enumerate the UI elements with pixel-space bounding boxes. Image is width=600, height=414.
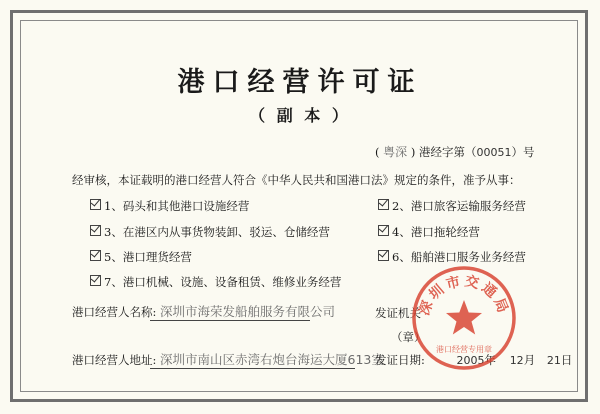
item-3-label: 3、在港区内从事货物装卸、驳运、仓储经营 bbox=[104, 225, 330, 239]
issue-year-unit: 年 bbox=[484, 353, 497, 367]
item-7-label: 7、港口机械、设施、设备租赁、维修业务经营 bbox=[104, 275, 342, 289]
paren-open: ( bbox=[375, 145, 380, 159]
item-2-label: 2、港口旅客运输服务经营 bbox=[392, 199, 526, 213]
official-seal bbox=[408, 262, 520, 374]
issue-month-unit: 月 bbox=[523, 353, 536, 367]
item-4-label: 4、港口拖轮经营 bbox=[392, 225, 480, 239]
document-title: 港口经营许可证 bbox=[177, 67, 423, 98]
operator-address-underline bbox=[150, 368, 355, 369]
operator-address-value: 深圳市南山区赤湾右炮台海运大厦613室 bbox=[160, 352, 384, 367]
issue-month: 12 bbox=[509, 354, 524, 367]
permit-number: 00051 bbox=[476, 146, 512, 159]
issue-year: 2005 bbox=[456, 354, 485, 367]
checkbox-item-6 bbox=[378, 250, 389, 261]
issuer-seal-note: （章） bbox=[391, 330, 426, 344]
operator-name-label: 港口经营人名称: bbox=[72, 305, 157, 319]
seal-arc-text: 深圳市交通局 bbox=[416, 273, 512, 318]
item-5-label: 5、港口理货经营 bbox=[104, 250, 192, 264]
issue-day: 21 bbox=[546, 354, 561, 367]
seal-star-icon bbox=[446, 300, 482, 335]
checkbox-item-1 bbox=[90, 199, 101, 210]
item-6-label: 6、船舶港口服务业务经营 bbox=[392, 250, 526, 264]
issue-day-unit: 日 bbox=[560, 353, 573, 367]
item-1-label: 1、码头和其他港口设施经营 bbox=[104, 199, 250, 213]
permit-prefix: 港经字第（ bbox=[418, 145, 477, 159]
operator-name-value: 深圳市海荣发船舶服务有限公司 bbox=[160, 304, 336, 319]
issuer-label: 发证机关 bbox=[375, 306, 421, 320]
document-subtitle: （ 副 本 ） bbox=[249, 106, 351, 125]
seal-inner-text: 港口经营专用章 bbox=[436, 345, 492, 354]
permit-suffix: ）号 bbox=[511, 145, 535, 159]
issue-date-label: 发证日期: bbox=[375, 353, 425, 367]
intro-text: 经审核，本证载明的港口经营人符合《中华人民共和国港口法》规定的条件，准予从事： bbox=[72, 173, 521, 187]
operator-name-underline bbox=[150, 320, 310, 321]
permit-number-line bbox=[375, 143, 534, 160]
operator-address-label: 港口经营人地址: bbox=[72, 353, 157, 367]
checkbox-item-2 bbox=[378, 199, 389, 210]
checkbox-item-4 bbox=[378, 225, 389, 236]
checkbox-item-5 bbox=[90, 250, 101, 261]
permit-region: 粤深 bbox=[383, 145, 408, 159]
checkbox-item-7 bbox=[90, 275, 101, 286]
paren-close: ) bbox=[410, 145, 416, 159]
checkbox-item-3 bbox=[90, 225, 101, 236]
